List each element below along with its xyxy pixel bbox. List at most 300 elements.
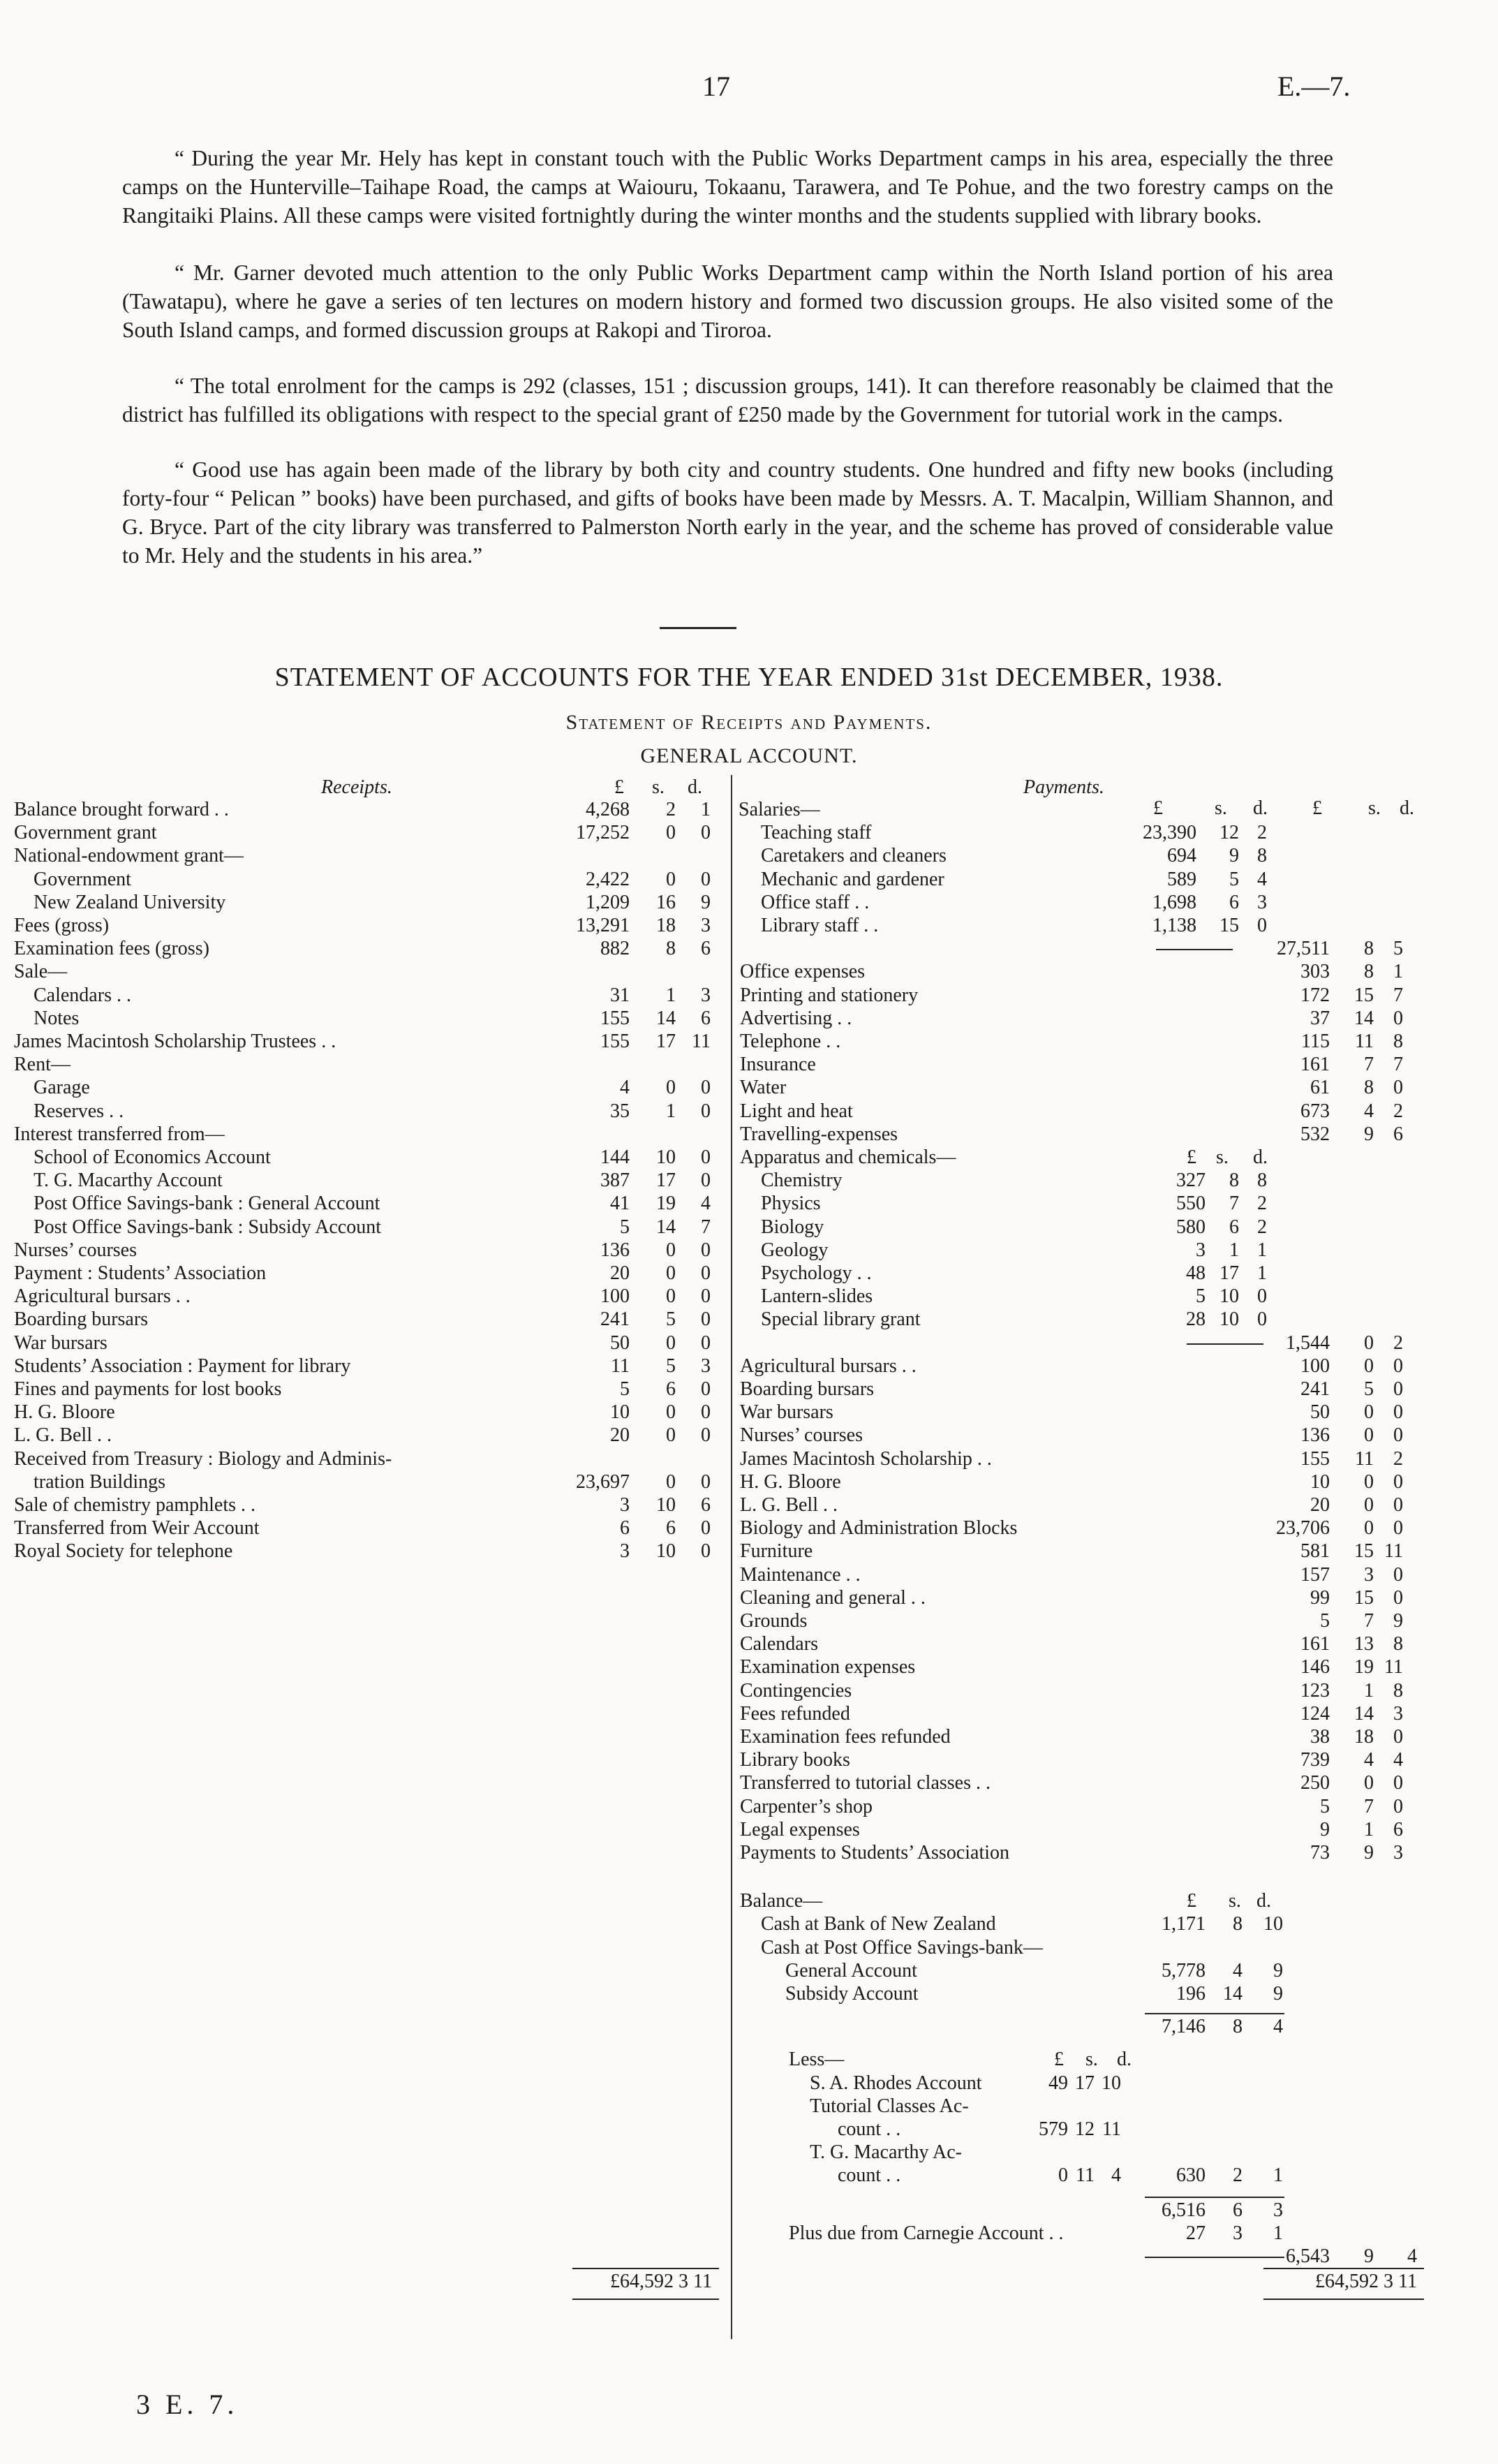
amount-pounds: 550 (1176, 1193, 1206, 1215)
amount-pounds: 17,252 (576, 822, 630, 844)
amount-pounds: 882 (600, 938, 630, 960)
amount-pence: 4 (701, 1193, 711, 1215)
amount-pounds: 1,138 (1152, 915, 1196, 936)
amount-pounds: 579 (1039, 2118, 1068, 2140)
amount-shillings: 9 (1364, 1123, 1374, 1145)
amount-shillings: 6 (666, 1517, 676, 1540)
amount-pence: 0 (701, 1146, 711, 1168)
receipt-item: Rent— (14, 1054, 71, 1076)
less-item: count . . (838, 2164, 901, 2187)
amount-pence: 0 (701, 1540, 711, 1563)
amount-pence: 0 (1393, 1378, 1403, 1400)
amount-pounds: 115 (1301, 1031, 1330, 1052)
amount-pence: 3 (1393, 1702, 1403, 1725)
amount-shillings: 18 (656, 915, 676, 936)
apparatus-item: Geology (761, 1239, 829, 1261)
amount-shillings: 17 (1075, 2072, 1095, 2094)
separator-rule (660, 627, 736, 629)
amount-pence: 0 (701, 1378, 711, 1400)
receipt-item: Transferred from Weir Account (14, 1517, 260, 1540)
less-item: T. G. Macarthy Ac- (810, 2141, 962, 2164)
receipt-item: Sale of chemistry pamphlets . . (14, 1494, 256, 1516)
amount-pounds: 250 (1300, 1772, 1330, 1794)
subtotal-rule (1156, 949, 1233, 950)
apparatus-item: Physics (761, 1193, 821, 1215)
amount-pence: 0 (1393, 1355, 1403, 1377)
amount-pence: 0 (1257, 1308, 1267, 1331)
amount-pounds: 581 (1300, 1540, 1330, 1563)
amount-pence: 11 (692, 1031, 711, 1052)
amount-shillings: 15 (1219, 915, 1239, 936)
balance-label: Balance— (740, 1890, 823, 1912)
amount-pence: 11 (1102, 2118, 1121, 2140)
less-label: Less— (789, 2049, 845, 2071)
less-item: count . . (838, 2118, 901, 2140)
amount-pounds: 196 (1176, 1983, 1206, 2005)
amount-pounds: 589 (1167, 868, 1196, 890)
amount-pounds: 10 (610, 1401, 630, 1424)
amount-pence: 0 (1393, 1772, 1403, 1794)
amount-pounds: 155 (1300, 1447, 1330, 1470)
amount-pounds: 2,422 (586, 868, 630, 890)
amount-shillings: 0 (666, 1285, 676, 1308)
amount-pounds: 41 (610, 1193, 630, 1215)
amount-shillings: 0 (1364, 1401, 1374, 1424)
amount-shillings: 19 (1354, 1656, 1374, 1679)
balance-item: Cash at Post Office Savings-bank— (761, 1936, 1043, 1958)
carnegie-item: Plus due from Carnegie Account . . (789, 2222, 1064, 2244)
amount-pence: 0 (701, 1308, 711, 1331)
paragraph: “ During the year Mr. Hely has kept in constant touch with the Public Works Department camps in his area, especially the three camps on the Hunterville–Taihape Road, the camps at Waiouru, Tokaanu, Tarawera, and Te Pohue, and the two forestry camps on the Rangitaiki Plains. All these camps were visited fortnightly during the winter months and the students supplied with library books. (122, 146, 1333, 228)
balance-item: General Account (785, 1959, 917, 1982)
amount-pence: 0 (701, 1470, 711, 1493)
amount-shillings: 19 (656, 1193, 676, 1215)
shillings-header: s. (1085, 2049, 1098, 2071)
payment-item: Cleaning and general . . (740, 1586, 926, 1609)
amount-pence: 0 (1393, 1726, 1403, 1748)
amount-pence: 6 (1393, 1123, 1403, 1145)
account-heading: GENERAL ACCOUNT. (640, 744, 858, 767)
receipts-heading: Receipts. (321, 776, 392, 798)
amount-shillings: 2 (1233, 2164, 1243, 2187)
amount-pounds: 9 (1320, 1818, 1330, 1840)
less-item: S. A. Rhodes Account (810, 2072, 982, 2094)
amount-pounds: 27 (1186, 2222, 1206, 2244)
amount-shillings: 8 (1233, 1913, 1243, 1935)
amount-pence: 3 (1257, 891, 1267, 913)
amount-shillings: 0 (1364, 1772, 1374, 1794)
amount-pounds: 5 (620, 1216, 630, 1238)
amount-shillings: 12 (1219, 822, 1239, 844)
subtotal-rule (1145, 2197, 1284, 2198)
amount-pounds: 4 (620, 1077, 630, 1099)
amount-shillings: 1 (666, 984, 676, 1006)
amount-pounds: 20 (610, 1262, 630, 1284)
amount-shillings: 14 (1354, 1007, 1374, 1029)
amount-pence: 0 (1393, 1517, 1403, 1540)
receipt-item: Interest transferred from— (14, 1123, 225, 1145)
amount-pence: 7 (1393, 984, 1403, 1006)
payment-item: James Macintosh Scholarship . . (740, 1447, 992, 1470)
amount-pence: 8 (1257, 1170, 1267, 1192)
receipt-item: Notes (34, 1007, 80, 1029)
amount-pounds: 1,209 (586, 891, 630, 913)
pounds-header: £ (614, 776, 624, 798)
less-item: Tutorial Classes Ac- (810, 2095, 969, 2117)
statement-title: STATEMENT OF ACCOUNTS FOR THE YEAR ENDED 31st DECEMBER, 1938. (274, 663, 1224, 692)
amount-pence: 9 (701, 891, 711, 913)
amount-shillings: 0 (1364, 1424, 1374, 1447)
amount-shillings: 15 (1354, 1586, 1374, 1609)
payment-item: Insurance (740, 1054, 816, 1076)
shillings-header: s. (1215, 797, 1227, 819)
salary-item: Office staff . . (761, 891, 870, 913)
payment-item: Furniture (740, 1540, 813, 1563)
amount-pence: 10 (1102, 2072, 1121, 2094)
amount-pounds: 136 (1300, 1424, 1330, 1447)
amount-pence: 0 (701, 868, 711, 890)
payment-item: Grounds (740, 1610, 808, 1632)
pence-header: d. (1256, 1890, 1271, 1912)
pounds-header: £ (1312, 797, 1322, 819)
amount-pence: 0 (1393, 1586, 1403, 1609)
amount-pounds: 61 (1310, 1077, 1330, 1099)
amount-shillings: 7 (1364, 1054, 1374, 1076)
amount-pounds: 50 (1310, 1401, 1330, 1424)
amount-pence: 2 (1257, 1216, 1267, 1238)
amount-pence: 4 (1257, 868, 1267, 890)
amount-shillings: 14 (656, 1216, 676, 1238)
paragraph: “ The total enrolment for the camps is 292 (classes, 151 ; discussion groups, 141). It can therefore reasonably be claimed that the district has fulfilled its obligations with respect to the special grant of £250 made by the Government for tutorial work in the camps. (122, 374, 1333, 427)
amount-pounds: 146 (1300, 1656, 1330, 1679)
amount-pounds: 673 (1300, 1100, 1330, 1122)
amount-shillings: 10 (1219, 1285, 1239, 1308)
amount-shillings: 9 (1229, 845, 1239, 867)
amount-shillings: 0 (666, 1424, 676, 1447)
amount-pounds: 6 (620, 1517, 630, 1540)
amount-pence: 5 (1393, 938, 1403, 960)
payment-item: Carpenter’s shop (740, 1795, 873, 1817)
document-code: E.—7. (1277, 71, 1351, 102)
receipt-item: Calendars . . (34, 984, 131, 1006)
payment-item: Boarding bursars (740, 1378, 875, 1400)
amount-pence: 9 (1393, 1610, 1403, 1632)
amount-shillings: 18 (1354, 1726, 1374, 1748)
amount-shillings: 0 (666, 1239, 676, 1261)
receipt-item: Balance brought forward . . (14, 799, 229, 820)
amount-pence: 3 (701, 984, 711, 1006)
balance-item: Subsidy Account (785, 1983, 919, 2005)
amount-pence: 2 (1393, 1447, 1403, 1470)
shillings-header: s. (1229, 1890, 1241, 1912)
amount-pounds: 99 (1310, 1586, 1330, 1609)
amount-shillings: 7 (1364, 1610, 1374, 1632)
amount-pounds: 73 (1310, 1842, 1330, 1864)
amount-pounds: 694 (1167, 845, 1196, 867)
amount-pence: 9 (1273, 1959, 1283, 1982)
pounds-header: £ (1153, 797, 1163, 819)
amount-pounds: 3 (620, 1540, 630, 1563)
receipt-item: Nurses’ courses (14, 1239, 137, 1261)
payment-item: Telephone . . (740, 1031, 841, 1052)
salary-item: Caretakers and cleaners (761, 845, 947, 867)
amount-pounds: 28 (1186, 1308, 1206, 1331)
amount-pounds: 4,268 (586, 799, 630, 820)
amount-shillings: 0 (666, 1331, 676, 1354)
amount-shillings: 16 (656, 891, 676, 913)
salary-item: Teaching staff (761, 822, 872, 844)
amount-pounds: 48 (1186, 1262, 1206, 1284)
payment-item: Advertising . . (740, 1007, 852, 1029)
amount-pence: 8 (1393, 1031, 1403, 1052)
total-rule (572, 2268, 719, 2269)
payment-item: L. G. Bell . . (740, 1494, 838, 1516)
amount-pence: 0 (701, 1285, 711, 1308)
amount-pounds: 532 (1300, 1123, 1330, 1145)
payment-item: War bursars (740, 1401, 833, 1424)
amount-pence: 0 (1257, 915, 1267, 936)
payment-item: Examination expenses (740, 1656, 916, 1679)
amount-pounds: 5 (1320, 1795, 1330, 1817)
payment-item: Office expenses (740, 961, 866, 983)
receipt-item: Post Office Savings-bank : Subsidy Account (34, 1216, 382, 1238)
amount-pence: 4 (1393, 1749, 1403, 1771)
amount-pence: 3 (1273, 2199, 1283, 2221)
amount-pounds: 155 (600, 1007, 630, 1029)
amount-pounds: 5 (620, 1378, 630, 1400)
amount-pence: 0 (701, 1077, 711, 1099)
amount-shillings: 0 (1364, 1494, 1374, 1516)
amount-pence: 0 (701, 1262, 711, 1284)
amount-pence: 0 (701, 1100, 711, 1122)
amount-shillings: 5 (1364, 1378, 1374, 1400)
amount-shillings: 11 (1355, 1031, 1374, 1052)
amount-shillings: 0 (1364, 1470, 1374, 1493)
paragraph: “ Good use has again been made of the library by both city and country students. One hundred and fifty new books (including forty-four “ Pelican ” books) have been purchased, and gifts of books have been made by Messrs. A. T. Macalpin, William Shannon, and G. Bryce. Part of the city library was transferred to Palmerston North early in the year, and the scheme has proved of considerable value to Mr. Hely and the students in his area.” (122, 457, 1333, 568)
amount-pence: 10 (1263, 1913, 1283, 1935)
amount-shillings: 0 (1364, 1517, 1374, 1540)
amount-pence: 3 (1393, 1842, 1403, 1864)
amount-pounds: 327 (1176, 1170, 1206, 1192)
payments-total: £64,592 3 11 (1315, 2271, 1417, 2292)
apparatus-item: Special library grant (761, 1308, 921, 1331)
pounds-header: £ (1187, 1890, 1196, 1912)
amount-pence: 11 (1384, 1656, 1403, 1679)
amount-shillings: 0 (666, 822, 676, 844)
amount-pence: 0 (1393, 1494, 1403, 1516)
amount-pounds: 35 (610, 1100, 630, 1122)
total-rule (1263, 2268, 1424, 2269)
amount-shillings: 0 (666, 1262, 676, 1284)
pence-header: d. (688, 776, 702, 798)
amount-pounds: 11 (611, 1355, 630, 1377)
amount-shillings: 1 (1364, 1818, 1374, 1840)
amount-pounds: 23,697 (576, 1470, 630, 1493)
payment-item: Biology and Administration Blocks (740, 1517, 1018, 1540)
amount-shillings: 10 (656, 1146, 676, 1168)
amount-shillings: 8 (666, 938, 676, 960)
amount-pounds: 7,146 (1162, 2016, 1206, 2038)
amount-shillings: 15 (1354, 1540, 1374, 1563)
payment-item: Contingencies (740, 1679, 852, 1702)
amount-shillings: 1 (1229, 1239, 1239, 1261)
amount-pounds: 144 (600, 1146, 630, 1168)
amount-shillings: 10 (656, 1494, 676, 1516)
amount-pence: 0 (1393, 1563, 1403, 1586)
payment-item: Water (740, 1077, 787, 1099)
amount-pounds: 5,778 (1162, 1959, 1206, 1982)
amount-pence: 6 (701, 938, 711, 960)
amount-shillings: 7 (1364, 1795, 1374, 1817)
amount-shillings: 8 (1364, 961, 1374, 983)
amount-shillings: 4 (1364, 1100, 1374, 1122)
receipt-item: Examination fees (gross) (14, 938, 209, 960)
pounds-header: £ (1054, 2049, 1064, 2071)
amount-pence: 0 (1393, 1007, 1403, 1029)
payment-item: H. G. Bloore (740, 1470, 841, 1493)
receipt-item: Garage (34, 1077, 90, 1099)
amount-shillings: 0 (1364, 1355, 1374, 1377)
amount-pounds: 1,698 (1152, 891, 1196, 913)
amount-shillings: 14 (1223, 1983, 1243, 2005)
amount-shillings: 0 (666, 868, 676, 890)
amount-shillings: 5 (666, 1308, 676, 1331)
shillings-header: s. (652, 776, 665, 798)
amount-pounds: 241 (1300, 1378, 1330, 1400)
amount-shillings: 14 (1354, 1702, 1374, 1725)
balance-item: Cash at Bank of New Zealand (761, 1913, 996, 1935)
amount-shillings: 5 (666, 1355, 676, 1377)
amount-pence: 2 (1393, 1100, 1403, 1122)
amount-pence: 0 (701, 822, 711, 844)
amount-pence: 3 (701, 915, 711, 936)
amount-pence: 1 (1273, 2164, 1283, 2187)
amount-shillings: 15 (1354, 984, 1374, 1006)
payment-item: Printing and stationery (740, 984, 919, 1006)
amount-shillings: 0 (666, 1470, 676, 1493)
amount-shillings: 14 (656, 1007, 676, 1029)
amount-shillings: 17 (1219, 1262, 1239, 1284)
receipts-total: £64,592 3 11 (610, 2271, 712, 2292)
amount-pence: 4 (1111, 2164, 1121, 2187)
amount-shillings: 6 (666, 1378, 676, 1400)
receipt-item: Agricultural bursars . . (14, 1285, 191, 1308)
receipt-item: Government (34, 868, 131, 890)
amount-pence: 0 (701, 1170, 711, 1192)
amount-pence: 2 (1393, 1331, 1403, 1354)
amount-pounds: 3 (620, 1494, 630, 1516)
amount-pounds: 630 (1176, 2164, 1206, 2187)
amount-pounds: 20 (610, 1424, 630, 1447)
amount-shillings: 0 (1364, 1331, 1374, 1354)
amount-pence: 2 (1257, 822, 1267, 844)
amount-pence: 11 (1384, 1540, 1403, 1563)
apparatus-item: Psychology . . (761, 1262, 872, 1284)
amount-shillings: 17 (656, 1031, 676, 1052)
receipt-item: tration Buildings (34, 1470, 165, 1493)
payment-item: Light and heat (740, 1100, 853, 1122)
receipt-item: Fines and payments for lost books (14, 1378, 282, 1400)
amount-pence: 0 (1393, 1401, 1403, 1424)
receipt-item: Reserves . . (34, 1100, 124, 1122)
amount-shillings: 1 (666, 1100, 676, 1122)
amount-pounds: 157 (1300, 1563, 1330, 1586)
receipt-item: Students’ Association : Payment for library (14, 1355, 351, 1377)
amount-pence: 8 (1393, 1633, 1403, 1655)
amount-pence: 0 (1393, 1795, 1403, 1817)
amount-pence: 9 (1273, 1983, 1283, 2005)
amount-pounds: 38 (1310, 1726, 1330, 1748)
amount-shillings: 10 (656, 1540, 676, 1563)
amount-pounds: 136 (600, 1239, 630, 1261)
amount-pounds: 161 (1300, 1633, 1330, 1655)
amount-shillings: 0 (666, 1077, 676, 1099)
amount-pence: 7 (701, 1216, 711, 1238)
amount-pence: 3 (701, 1355, 711, 1377)
amount-pence: 1 (1273, 2222, 1283, 2244)
amount-pence: 0 (1257, 1285, 1267, 1308)
amount-pence: 4 (1407, 2245, 1417, 2267)
amount-shillings: 7 (1229, 1193, 1239, 1215)
amount-shillings: 11 (1076, 2164, 1095, 2187)
payment-item: Library books (740, 1749, 850, 1771)
subtotal-rule (1145, 2013, 1284, 2014)
receipt-item: Royal Society for telephone (14, 1540, 233, 1563)
amount-pounds: 37 (1310, 1007, 1330, 1029)
amount-shillings: 17 (656, 1170, 676, 1192)
amount-pounds: 387 (600, 1170, 630, 1192)
receipt-item: Post Office Savings-bank : General Account (34, 1193, 380, 1215)
amount-pounds: 10 (1310, 1470, 1330, 1493)
receipt-item: James Macintosh Scholarship Trustees . . (14, 1031, 336, 1052)
amount-shillings: 9 (1364, 1842, 1374, 1864)
receipt-item: T. G. Macarthy Account (34, 1170, 223, 1192)
amount-pounds: 1,171 (1162, 1913, 1206, 1935)
amount-pounds: 1,544 (1286, 1331, 1330, 1354)
payments-heading: Payments. (1023, 776, 1104, 798)
receipt-item: School of Economics Account (34, 1146, 271, 1168)
amount-pounds: 303 (1300, 961, 1330, 983)
amount-pounds: 155 (600, 1031, 630, 1052)
pence-header: d. (1400, 797, 1414, 819)
amount-pence: 0 (701, 1517, 711, 1540)
receipt-item: Sale— (14, 961, 68, 983)
pounds-header: £ (1187, 1146, 1196, 1168)
pence-header: d. (1253, 797, 1268, 819)
payment-item: Examination fees refunded (740, 1726, 951, 1748)
payment-item: Travelling-expenses (740, 1123, 898, 1145)
receipt-item: Received from Treasury : Biology and Adminis- (14, 1447, 392, 1470)
amount-shillings: 10 (1219, 1308, 1239, 1331)
payment-item: Legal expenses (740, 1818, 860, 1840)
page-footer: 3 E. 7. (136, 2389, 239, 2420)
amount-shillings: 4 (1364, 1749, 1374, 1771)
amount-pence: 7 (1393, 1054, 1403, 1076)
amount-pence: 1 (1393, 961, 1403, 983)
amount-pence: 8 (1257, 845, 1267, 867)
amount-pence: 6 (1393, 1818, 1403, 1840)
amount-pence: 0 (1393, 1424, 1403, 1447)
amount-pence: 6 (701, 1494, 711, 1516)
amount-pounds: 20 (1310, 1494, 1330, 1516)
receipt-item: Boarding bursars (14, 1308, 149, 1331)
total-double-rule (572, 2299, 719, 2300)
amount-pounds: 23,706 (1276, 1517, 1330, 1540)
page-number: 17 (702, 71, 730, 102)
statement-subtitle: Statement of Receipts and Payments. (565, 711, 933, 734)
amount-pounds: 27,511 (1277, 938, 1330, 960)
amount-pence: 8 (1393, 1679, 1403, 1702)
